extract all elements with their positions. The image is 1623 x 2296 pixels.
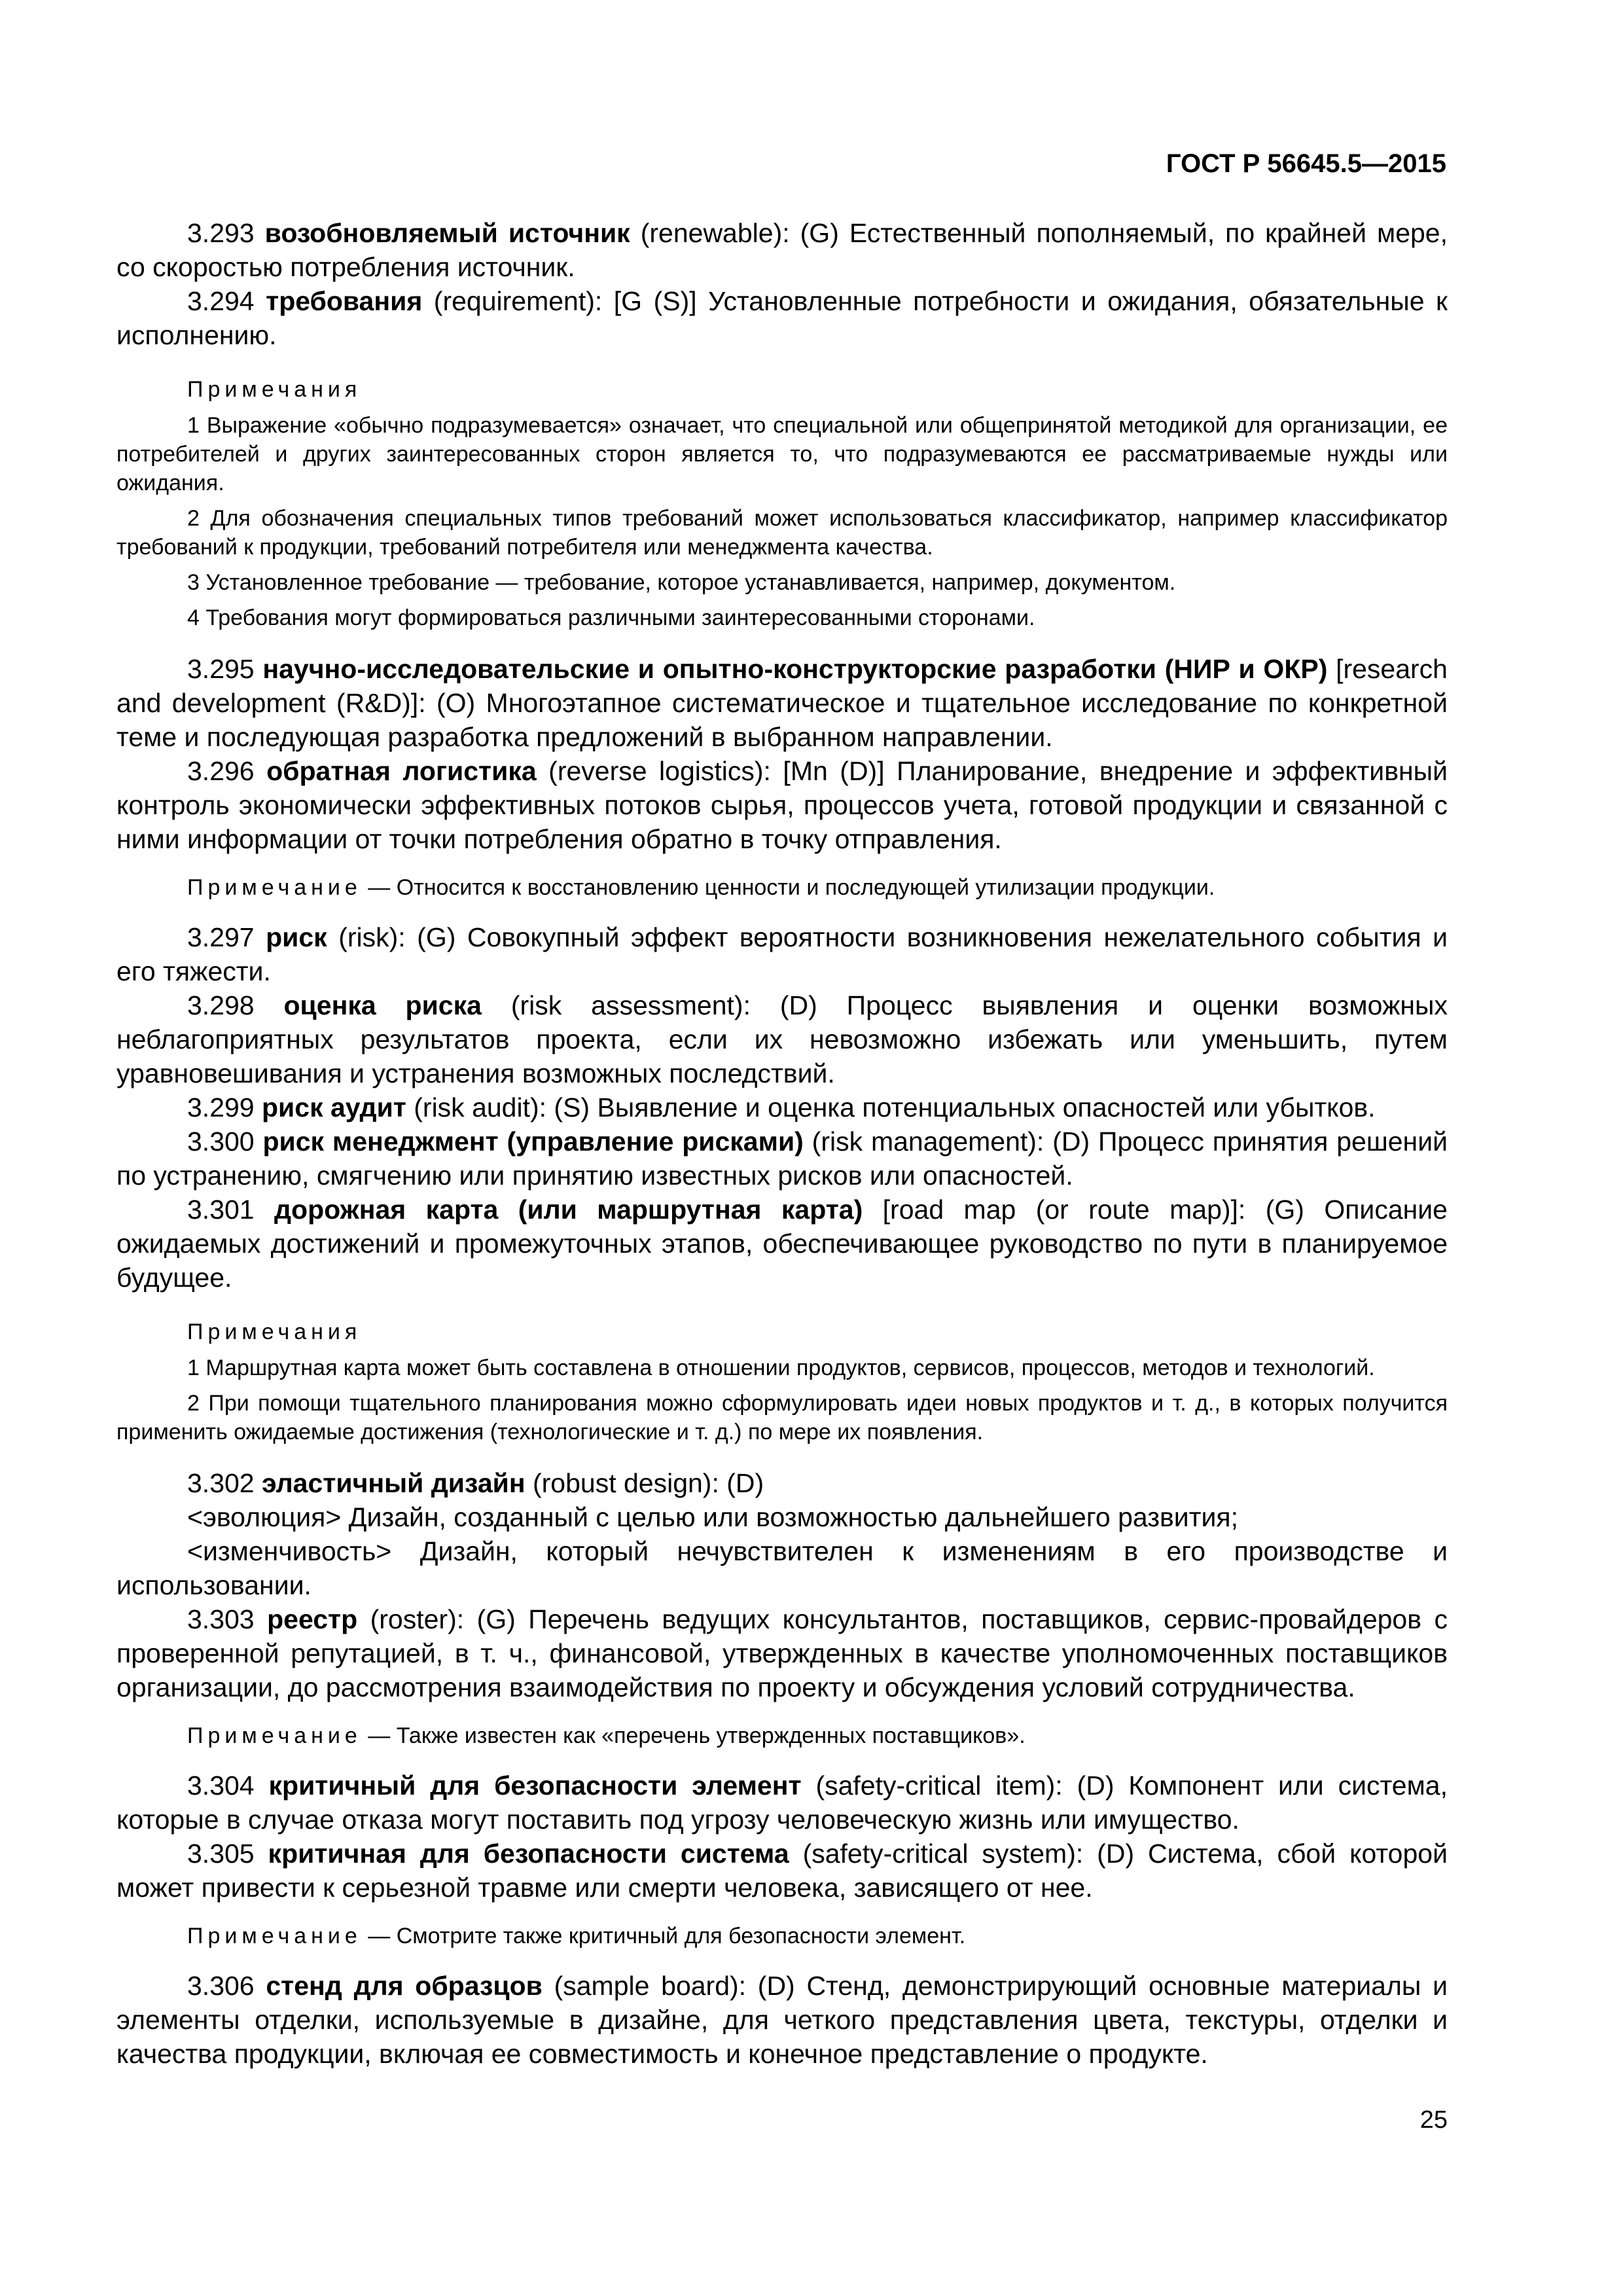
entry-3-298: 3.298 оценка риска (risk assessment): (D) Процесс выявления и оценки возможных неблагоприятных результатов проекта, если их невозможно избежать или уменьшить, путем уравновешивания и устранения возможных последствий.	[116, 990, 1448, 1088]
entry-3-302-line: <эволюция> Дизайн, созданный с целью или возможностью дальнейшего развития;	[187, 1502, 1238, 1532]
entry-3-302-line: <изменчивость> Дизайн, который нечувствителен к изменениям в его производстве и использовании.	[116, 1536, 1448, 1600]
entry-3-301: 3.301 дорожная карта (или маршрутная карта) [road map (or route map)]: (G) Описание ожидаемых достижений и промежуточных этапов, обеспечивающее руководство по пути в планируемое будущее.	[116, 1194, 1448, 1293]
note: 2 Для обозначения специальных типов требований может использоваться классификатор, например классификатор требований к продукции, требований потребителя или менеджмента качества.	[116, 506, 1448, 560]
entry-term: обратная логистика	[266, 756, 537, 786]
entry-3-293: 3.293 возобновляемый источник (renewable): (G) Естественный пополняемый, по крайней мере, со скоростью потребления источник.	[116, 218, 1448, 282]
notes-heading: Примечания	[187, 377, 362, 402]
note: 4 Требования могут формироваться различными заинтересованными сторонами.	[187, 605, 1035, 630]
note: 1 Выражение «обычно подразумевается» означает, что специальной или общепринятой методикой для организации, ее потребителей и других заинтересованных сторон является то, что подразумеваются ее рассматриваемые нужды или ожидания.	[116, 413, 1448, 495]
entry-term: стенд для образцов	[266, 1971, 543, 2001]
page-number: 25	[1419, 2106, 1448, 2134]
entry-term: критичная для безопасности система	[268, 1839, 789, 1869]
note: Примечание — Смотрите также критичный для безопасности элемент.	[187, 1924, 966, 1948]
entry-3-295: 3.295 научно-исследовательские и опытно-конструкторские разработки (НИР и ОКР) [research and development (R&D)]: (О) Многоэтапное систематическое и тщательное исследование по конкретной теме и последующая разработка предложений в выбранном направлении.	[116, 654, 1448, 752]
entry-3-300: 3.300 риск менеджмент (управление рисками) (risk management): (D) Процесс принятия решений по устранению, смягчению или принятию известных рисков или опасностей.	[116, 1126, 1448, 1191]
document-code: ГОСТ Р 56645.5—2015	[1166, 149, 1446, 178]
entry-term: возобновляемый источник	[264, 218, 630, 248]
entry-3-306: 3.306 стенд для образцов (sample board): (D) Стенд, демонстрирующий основные материалы и элементы отделки, используемые в дизайне, для четкого представления цвета, текстуры, отделки и качества продукции, включая ее совместимость и конечное представление о продукте.	[116, 1971, 1448, 2069]
note-label: Примечание	[187, 1924, 362, 1948]
notes-heading: Примечания	[187, 1319, 362, 1344]
entry-term: требования	[266, 286, 423, 316]
entry-3-302: 3.302 эластичный дизайн (robust design): (D)	[187, 1468, 764, 1498]
entry-3-296: 3.296 обратная логистика (reverse logistics): [Mn (D)] Планирование, внедрение и эффективный контроль экономически эффективных потоков сырья, процессов учета, готовой продукции и связанной с ними информации от точки потребления обратно в точку отправления.	[116, 756, 1448, 854]
note-label: Примечание	[187, 1723, 362, 1748]
entry-term: риск менеджмент (управление рисками)	[262, 1126, 804, 1157]
entry-3-299: 3.299 риск аудит (risk audit): (S) Выявление и оценка потенциальных опасностей или убытков.	[187, 1092, 1376, 1122]
entry-term: научно-исследовательские и опытно-конструкторские разработки (НИР и ОКР)	[262, 654, 1328, 684]
entry-3-297: 3.297 риск (risk): (G) Совокупный эффект вероятности возникновения нежелательного события и его тяжести.	[116, 922, 1448, 986]
note: 1 Маршрутная карта может быть составлена в отношении продуктов, сервисов, процессов, методов и технологий.	[187, 1355, 1375, 1380]
entry-3-304: 3.304 критичный для безопасности элемент (safety-critical item): (D) Компонент или система, которые в случае отказа могут поставить под угрозу человеческую жизнь или имущество.	[116, 1770, 1448, 1835]
note: 2 При помощи тщательного планирования можно сформулировать идеи новых продуктов и т. д., в которых получится применить ожидаемые достижения (технологические и т. д.) по мере их появления.	[116, 1391, 1448, 1444]
entry-term: риск аудит	[262, 1092, 406, 1122]
entry-3-305: 3.305 критичная для безопасности система (safety-critical system): (D) Система, сбой которой может привести к серьезной травме или смерти человека, зависящего от нее.	[116, 1839, 1448, 1903]
note: 3 Установленное требование — требование, которое устанавливается, например, документом.	[187, 570, 1176, 595]
entry-term: эластичный дизайн	[262, 1468, 526, 1498]
entry-3-303: 3.303 реестр (roster): (G) Перечень ведущих консультантов, поставщиков, сервис-провайдеров с проверенной репутацией, в т. ч., финансовой, утвержденных в качестве уполномоченных поставщиков организации, до рассмотрения взаимодействия по проекту и обсуждения условий сотрудничества.	[116, 1604, 1448, 1702]
note: Примечание — Также известен как «перечень утвержденных поставщиков».	[187, 1723, 1026, 1748]
document-body	[116, 216, 1448, 2071]
note-label: Примечание	[187, 875, 362, 900]
entry-term: риск	[266, 922, 327, 952]
entry-3-294: 3.294 требования (requirement): [G (S)] Установленные потребности и ожидания, обязательные к исполнению.	[116, 286, 1448, 350]
entry-term: дорожная карта (или маршрутная карта)	[274, 1194, 863, 1225]
entry-term: реестр	[267, 1604, 358, 1634]
entry-term: оценка риска	[283, 990, 482, 1020]
entry-term: критичный для безопасности элемент	[268, 1770, 802, 1801]
note: Примечание — Относится к восстановлению ценности и последующей утилизации продукции.	[187, 875, 1215, 900]
